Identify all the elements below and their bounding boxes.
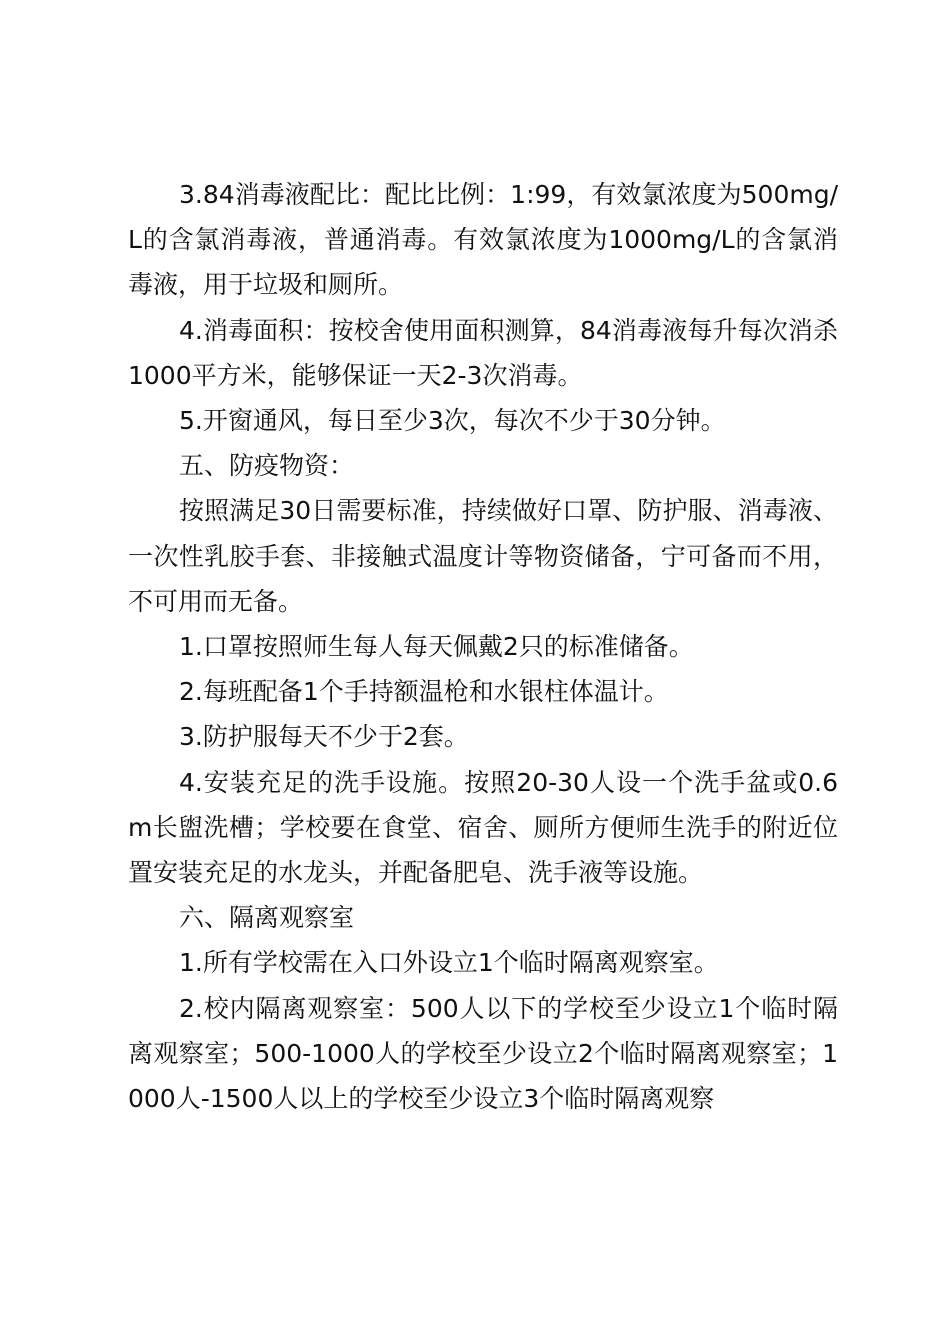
paragraph-supplies-standard: 按照满足30日需要标准，持续做好口罩、防护服、消毒液、一次性乳胶手套、非接触式温度计等物资储备，宁可备而不用，不可用而无备。 xyxy=(128,496,838,616)
document-body xyxy=(128,172,838,1121)
paragraph-protective-suits: 3.防护服每天不少于2套。 xyxy=(179,722,469,752)
section-heading-isolation: 六、隔离观察室 xyxy=(179,903,355,933)
paragraph-masks: 1.口罩按照师生每人每天佩戴2只的标准储备。 xyxy=(179,632,694,662)
paragraph-thermometers: 2.每班配备1个手持额温枪和水银柱体温计。 xyxy=(179,677,669,707)
paragraph-entrance-isolation: 1.所有学校需在入口外设立1个临时隔离观察室。 xyxy=(179,948,719,978)
paragraph-disinfectant-ratio: 3.84消毒液配比：配比比例：1:99，有效氯浓度为500mg/L的含氯消毒液，普通消毒。有效氯浓度为1000mg/L的含氯消毒液，用于垃圾和厕所。 xyxy=(128,180,838,300)
paragraph-ventilation: 5.开窗通风，每日至少3次，每次不少于30分钟。 xyxy=(179,406,726,436)
paragraph-campus-isolation: 2.校内隔离观察室：500人以下的学校至少设立1个临时隔离观察室；500-1000人的学校至少设立2个临时隔离观察室；1000人-1500人以上的学校至少设立3个临时隔离观察 xyxy=(128,993,838,1114)
paragraph-handwashing: 4.安装充足的洗手设施。按照20-30人设一个洗手盆或0.6m长盥洗槽；学校要在食堂、宿舍、厕所方便师生洗手的附近位置安装充足的水龙头，并配备肥皂、洗手液等设施。 xyxy=(128,767,838,888)
paragraph-disinfection-area: 4.消毒面积：按校舍使用面积测算，84消毒液每升每次消杀1000平方米，能够保证一天2-3次消毒。 xyxy=(128,315,838,390)
section-heading-supplies: 五、防疫物资： xyxy=(179,451,355,481)
